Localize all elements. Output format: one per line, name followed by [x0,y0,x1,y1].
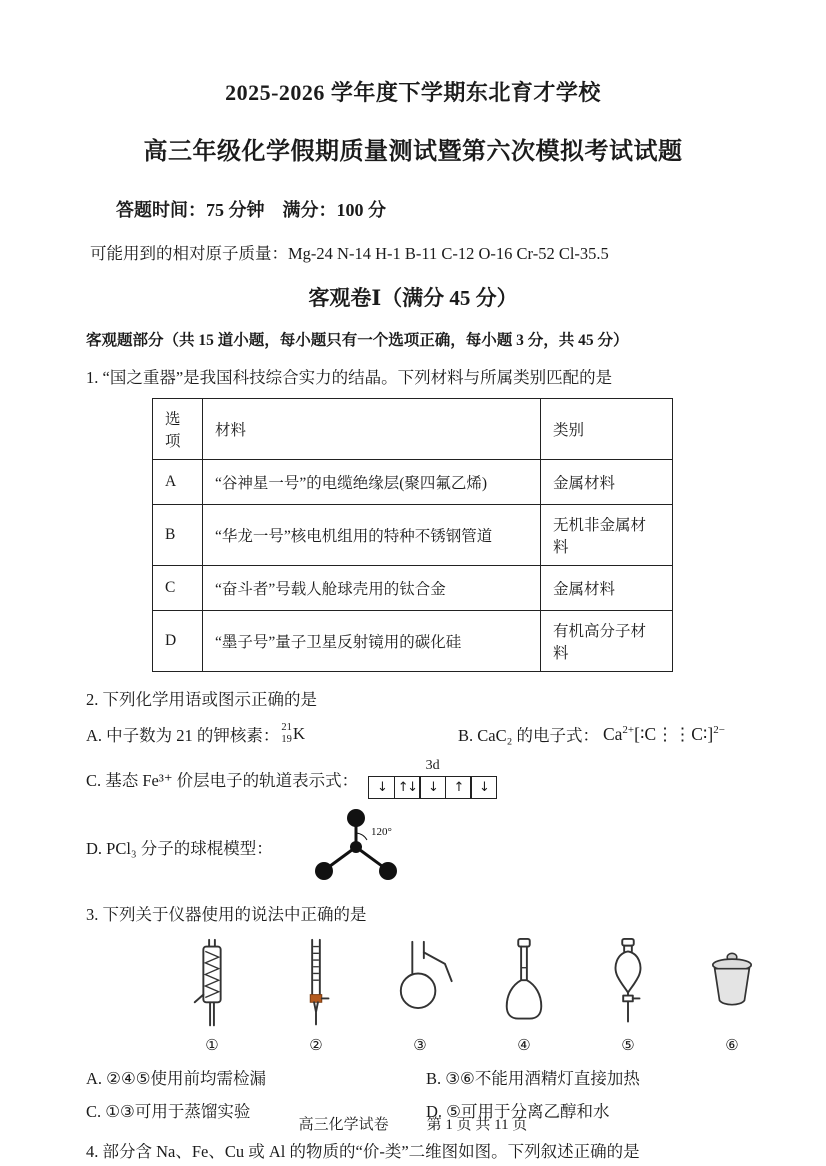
table-header-category: 类别 [541,399,673,460]
table-cell-option: B [153,505,203,566]
section-note: 客观题部分（共 15 道小题，每小题只有一个选项正确，每小题 3 分，共 45 分） [86,332,629,349]
formula-cation-charge: 2+ [622,723,635,736]
nuclide-symbol: K [292,724,306,743]
equipment-item [174,937,250,1055]
potassium-nuclide-notation [281,722,305,745]
section-title: 客观卷Ⅰ（满分 45 分） [308,286,518,310]
table-cell-material: “奋斗者”号载人舱球壳用的钛合金 [203,566,541,611]
equipment-item [382,937,458,1055]
q3-option-d: D. ⑤可用于分离乙醇和水 [426,1102,610,1121]
equipment-number: ⑥ [725,1038,739,1054]
exam-title-line1: 2025-2026 学年度下学期东北育才学校 [225,80,601,105]
equipment-item [278,937,354,1055]
table-row [153,505,673,566]
q3-options-row-ab [86,1065,740,1089]
distillation-flask-icon [382,937,458,1033]
orbital-box: ↑↓ [394,776,421,799]
equipment-number: ① [205,1038,219,1054]
atomic-masses-line: 可能用到的相对原子质量：Mg-24 N-14 H-1 B-11 C-12 O-16 Cr-52 Cl-35.5 [90,244,609,263]
q2-option-c [86,758,740,799]
nuclide-atomic-number: 19 [281,734,292,745]
question-3-text: 3. 下列关于仪器使用的说法中正确的是 [86,905,367,924]
table-cell-category: 无机非金属材料 [541,505,673,566]
table-header-row [153,399,673,460]
question-4-text: 4. 部分含 Na、Fe、Cu 或 Al 的物质的“价-类”二维图如图。下列叙述正确的是 [86,1142,640,1161]
equipment-number: ② [309,1038,323,1054]
nuclide-mass-number: 21 [281,722,292,734]
page-footer [0,1113,826,1134]
table-cell-category: 有机高分子材料 [541,611,673,672]
orbital-box: ↑ [445,776,472,799]
crucible-icon [694,937,770,1033]
table-cell-option: A [153,460,203,505]
table-cell-material: “华龙一号”核电机组用的特种不锈钢管道 [203,505,541,566]
orbital-box: ↓ [368,776,395,799]
table-cell-material: “墨子号”量子卫星反射镜用的碳化硅 [203,611,541,672]
q2-option-d [86,807,740,887]
q2-option-b-label: B. CaC₂ 的电子式： [458,726,599,745]
equipment-item [590,937,666,1055]
orbital-sublevel-label: 3d [425,758,440,773]
table-cell-category: 金属材料 [541,566,673,611]
volumetric-flask-icon [486,937,562,1033]
orbital-diagram [368,758,497,799]
orbital-box: ↓ [419,776,446,799]
q3-option-a: A. ②④⑤使用前均需检漏 [86,1069,267,1088]
orbital-box: ↓ [470,776,497,799]
question-1-table [152,398,673,672]
lab-equipment-row [174,937,740,1055]
ball-stick-model-icon [281,807,431,887]
footer-page-info: 第 1 页 共 11 页 [426,1117,528,1133]
q2-option-a [86,722,458,746]
equipment-number: ③ [413,1038,427,1054]
electron-formula [603,724,725,745]
table-cell-material: “谷神星一号”的电缆绝缘层(聚四氟乙烯) [203,460,541,505]
table-cell-category: 金属材料 [541,460,673,505]
table-header-material: 材料 [203,399,541,460]
formula-cation: Ca [602,723,623,744]
q2-option-d-label: D. PCl₃ 分子的球棍模型： [86,839,273,858]
orbital-boxes [368,776,497,799]
table-row [153,611,673,672]
equipment-number: ④ [517,1038,531,1054]
question-2-text: 2. 下列化学用语或图示正确的是 [86,690,317,709]
q3-option-c: C. ①③可用于蒸馏实验 [86,1102,251,1121]
table-row [153,460,673,505]
q2-option-a-label: A. 中子数为 21 的钾核素： [86,726,280,745]
equipment-number: ⑤ [621,1038,635,1054]
condenser-icon [174,937,250,1033]
bond-angle-label: 120° [370,826,392,838]
burette-icon [278,937,354,1033]
footer-doc-name: 高三化学试卷 [298,1117,389,1133]
q2-option-b [458,722,725,746]
table-header-option: 选项 [153,399,203,460]
question-2-options-ab [86,722,740,746]
table-row [153,566,673,611]
q2-option-c-label: C. 基态 Fe³⁺ 价层电子的轨道表示式： [86,770,359,790]
q3-option-b: B. ③⑥不能用酒精灯直接加热 [426,1069,640,1088]
equipment-item [486,937,562,1055]
equipment-item [694,937,770,1055]
table-cell-option: D [153,611,203,672]
exam-title-line2: 高三年级化学假期质量测试暨第六次模拟考试试题 [143,139,683,165]
exam-info-line: 答题时间：75 分钟 满分：100 分 [116,200,386,220]
table-cell-option: C [153,566,203,611]
question-1-text: 1. “国之重器”是我国科技综合实力的结晶。下列材料与所属类别匹配的是 [86,368,613,387]
nuclide-numbers [281,722,292,745]
separating-funnel-icon [590,937,666,1033]
formula-anion: [∶C⋮⋮C∶] [634,723,714,744]
formula-anion-charge: 2− [713,723,725,736]
